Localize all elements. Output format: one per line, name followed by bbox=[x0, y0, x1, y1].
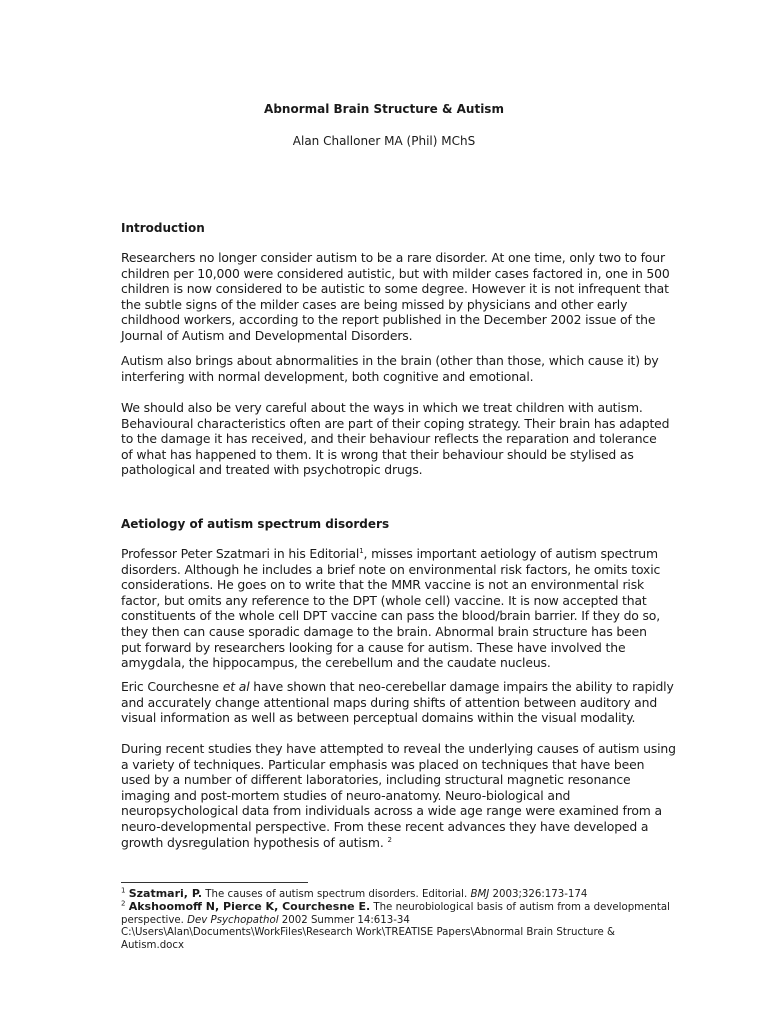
aetiology-heading: Aetiology of autism spectrum disorders bbox=[121, 517, 390, 531]
footnote-ref-2[interactable]: 2 bbox=[387, 835, 392, 844]
aetiology-paragraph-3 bbox=[121, 741, 676, 850]
text-line bbox=[121, 679, 674, 695]
text-run: 2002 Summer 14:613-34 bbox=[278, 914, 410, 926]
aetiology-paragraph-1 bbox=[121, 546, 669, 671]
introduction-paragraph-3 bbox=[121, 400, 669, 478]
text-line: Researchers no longer consider autism to be a rare disorder. At one time, only two to four bbox=[121, 250, 665, 265]
text-line: amygdala, the hippocampus, the cerebellum and the caudate nucleus. bbox=[121, 655, 551, 671]
text-run: Eric Courchesne bbox=[121, 679, 223, 694]
footnote-author: Akshoomoff N, Pierce K, Courchesne E. bbox=[128, 900, 371, 914]
text-line: childhood workers, according to the report published in the December 2002 issue of the bbox=[121, 312, 656, 328]
text-line: a variety of techniques. Particular emphasis was placed on techniques that have been bbox=[121, 756, 645, 772]
footnote-author: Szatmari, P. bbox=[128, 887, 203, 900]
text-line: children is now considered to be autistic to some degree. However it is not infrequent that bbox=[121, 281, 669, 297]
text-run-italic: et al bbox=[222, 679, 250, 694]
text-line: they then can cause sporadic damage to the brain. Abnormal brain structure has been bbox=[121, 623, 647, 639]
text-run: Professor Peter Szatmari in his Editorial bbox=[121, 546, 360, 561]
text-line: of what has happened to them. It is wrong that their behaviour should be stylised as bbox=[121, 446, 634, 462]
text-line bbox=[121, 546, 669, 562]
footnote-separator bbox=[121, 882, 308, 883]
footnote-number: 2 bbox=[121, 900, 126, 909]
text-line: neuro-developmental perspective. From these recent advances they have developed a bbox=[121, 818, 649, 834]
footnotes bbox=[121, 886, 670, 952]
aetiology-paragraph-2 bbox=[121, 679, 674, 726]
introduction-paragraph-1 bbox=[121, 250, 669, 344]
text-line: and accurately change attentional maps during shifts of attention between auditory and bbox=[121, 694, 658, 710]
text-run: 2003;326:173-174 bbox=[489, 889, 588, 900]
document-title: Abnormal Brain Structure & Autism bbox=[264, 102, 504, 116]
footnote-2-continued bbox=[121, 915, 661, 927]
footnote-2 bbox=[121, 900, 670, 914]
text-run: have shown that neo-cerebellar damage impairs the ability to rapidly bbox=[249, 679, 674, 694]
text-line: Behavioural characteristics often are part of their coping strategy. Their brain has adapted bbox=[121, 415, 670, 431]
text-line: the subtle signs of the milder cases are being missed by physicians and other early bbox=[121, 296, 628, 312]
text-line: used by a number of different laboratories, including structural magnetic resonance bbox=[121, 772, 631, 788]
text-line: disorders. Although he includes a brief note on environmental risk factors, he omits toxic bbox=[121, 561, 661, 577]
text-run: perspective. bbox=[121, 914, 188, 926]
footnote-journal: BMJ bbox=[470, 889, 490, 900]
text-run: The neurobiological basis of autism from a developmental bbox=[370, 902, 670, 914]
footnote-ref-1[interactable]: 1 bbox=[359, 546, 364, 555]
text-line: to the damage it has received, and their behaviour reflects the reparation and tolerance bbox=[121, 431, 657, 447]
text-line: children per 10,000 were considered autistic, but with milder cases factored in, one in 500 bbox=[121, 265, 670, 281]
text-line: visual information as well as between perceptual domains within the visual modality. bbox=[121, 710, 636, 726]
footnote-journal: Dev Psychopathol bbox=[187, 914, 279, 926]
file-path: C:\Users\Alan\Documents\WorkFiles\Research Work\TREATISE Papers\Abnormal Brain Structure & bbox=[121, 927, 615, 939]
text-line: Autism also brings about abnormalities in the brain (other than those, which cause it) by bbox=[121, 353, 659, 368]
text-line: We should also be very careful about the ways in which we treat children with autism. bbox=[121, 400, 643, 415]
file-path-continued: Autism.docx bbox=[121, 939, 185, 951]
text-line: Journal of Autism and Developmental Disorders. bbox=[121, 327, 413, 343]
text-line: constituents of the whole cell DPT vaccine can pass the blood/brain barrier. If they do so, bbox=[121, 608, 661, 624]
text-run: , misses important aetiology of autism spectrum bbox=[363, 546, 658, 561]
text-line: During recent studies they have attempted to reveal the underlying causes of autism using bbox=[121, 741, 676, 756]
footnote-number: 1 bbox=[121, 886, 126, 895]
text-run: The causes of autism spectrum disorders. Editorial. bbox=[202, 889, 471, 900]
introduction-heading: Introduction bbox=[121, 221, 205, 235]
text-line bbox=[121, 835, 669, 851]
text-line: imaging and post-mortem studies of neuro-anatomy. Neuro-biological and bbox=[121, 787, 571, 803]
text-line: pathological and treated with psychotropic drugs. bbox=[121, 462, 423, 478]
text-line: interfering with normal development, both cognitive and emotional. bbox=[121, 368, 534, 384]
text-line: factor, but omits any reference to the DPT (whole cell) vaccine. It is now accepted that bbox=[121, 592, 647, 608]
introduction-paragraph-2 bbox=[121, 353, 669, 384]
text-run: growth dysregulation hypothesis of autism. bbox=[121, 834, 384, 850]
document-author: Alan Challoner MA (Phil) MChS bbox=[292, 134, 476, 148]
text-line: considerations. He goes on to write that the MMR vaccine is not an environmental risk bbox=[121, 577, 645, 593]
text-line: put forward by researchers looking for a cause for autism. These have involved the bbox=[121, 639, 626, 655]
text-line: neuropsychological data from individuals across a wide age range were examined from a bbox=[121, 803, 662, 819]
